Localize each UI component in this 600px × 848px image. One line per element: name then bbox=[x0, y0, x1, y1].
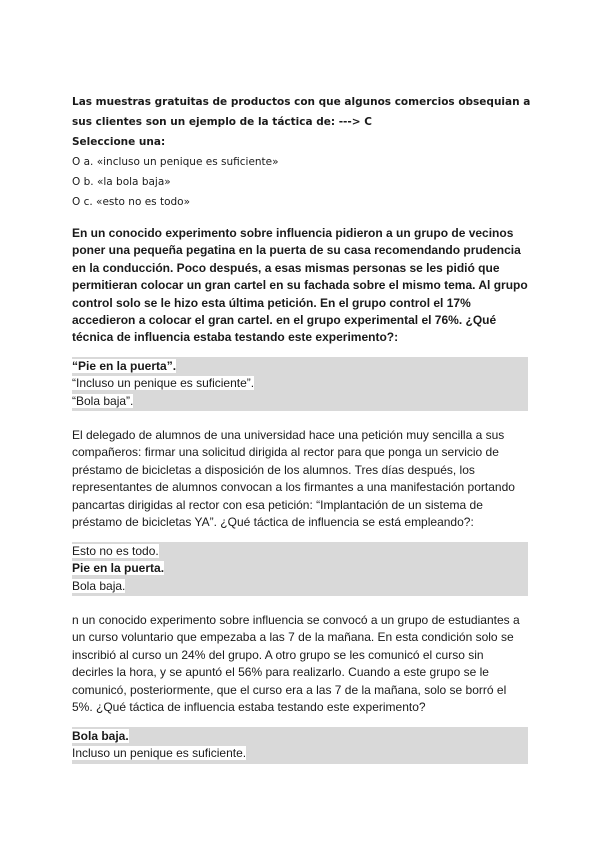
answer-incluso-un-penique: “Incluso un penique es suficiente”. bbox=[72, 376, 255, 391]
question-4-answers bbox=[72, 727, 528, 764]
answer-incluso-un-penique: Incluso un penique es suficiente. bbox=[72, 746, 247, 761]
option-c[interactable]: O c. «esto no es todo» bbox=[72, 196, 191, 208]
question-1-text-line2: sus clientes son un ejemplo de la táctica de: ---> C bbox=[72, 116, 372, 128]
question-2-text: En un conocido experimento sobre influencia pidieron a un grupo de vecinos poner una pequeña pegatina en la puerta de su casa recomendando prudencia en la conducción. Poco después, a esas mismas personas se les pidió que permitieran colocar un gran cartel en su fachada sobre el mismo tema. Al grupo control solo se le hizo esta última petición. En el grupo control el 17% accedieron a colocar el gran cartel. en el grupo experimental el 76%. ¿Qué técnica de influencia estaba testando este experimento?: bbox=[72, 226, 528, 345]
question-4 bbox=[72, 612, 528, 716]
answer-bola-baja: “Bola baja”. bbox=[72, 393, 134, 408]
question-3 bbox=[72, 427, 528, 531]
question-3-answers bbox=[72, 542, 528, 596]
question-2-answers bbox=[72, 357, 528, 411]
question-1 bbox=[72, 92, 531, 212]
question-1-text-line1: Las muestras gratuitas de productos con que algunos comercios obsequian a bbox=[72, 96, 531, 108]
option-b[interactable]: O b. «la bola baja» bbox=[72, 176, 171, 188]
answer-bola-baja: Bola baja. bbox=[72, 729, 129, 743]
option-a[interactable]: O a. «incluso un penique es suficiente» bbox=[72, 156, 279, 168]
answer-pie-en-la-puerta: “Pie en la puerta”. bbox=[72, 359, 177, 373]
question-2 bbox=[72, 225, 528, 347]
select-label: Seleccione una: bbox=[72, 136, 166, 148]
question-3-text: El delegado de alumnos de una universidad hace una petición muy sencilla a sus compañeros: firmar una solicitud dirigida al rector para que ponga un servicio de préstamo de bicicletas a disposición de los alumnos. Tres días después, los representantes de alumnos convocan a los firmantes a una manifestación portando pancartas dirigidas al rector con esa petición: “Implantación de un sistema de préstamo de bicicletas YA”. ¿Qué táctica de influencia se está empleando?: bbox=[72, 428, 515, 530]
answer-esto-no-es-todo: Esto no es todo. bbox=[72, 544, 159, 558]
question-4-text: n un conocido experimento sobre influencia se convocó a un grupo de estudiantes a un curso voluntario que empezaba a las 7 de la mañana. En esta condición solo se inscribió al curso un 24% del grupo. A otro grupo se les comunicó el curso sin decirles la hora, y se apuntó el 56% para realizarlo. Cuando a este grupo se le comunicó, posteriormente, que el curso era a las 7 de la mañana, solo se borró el 5%. ¿Qué táctica de influencia estaba testando este experimento? bbox=[72, 613, 520, 715]
answer-pie-en-la-puerta: Pie en la puerta. bbox=[72, 561, 165, 576]
answer-bola-baja: Bola baja. bbox=[72, 578, 126, 593]
